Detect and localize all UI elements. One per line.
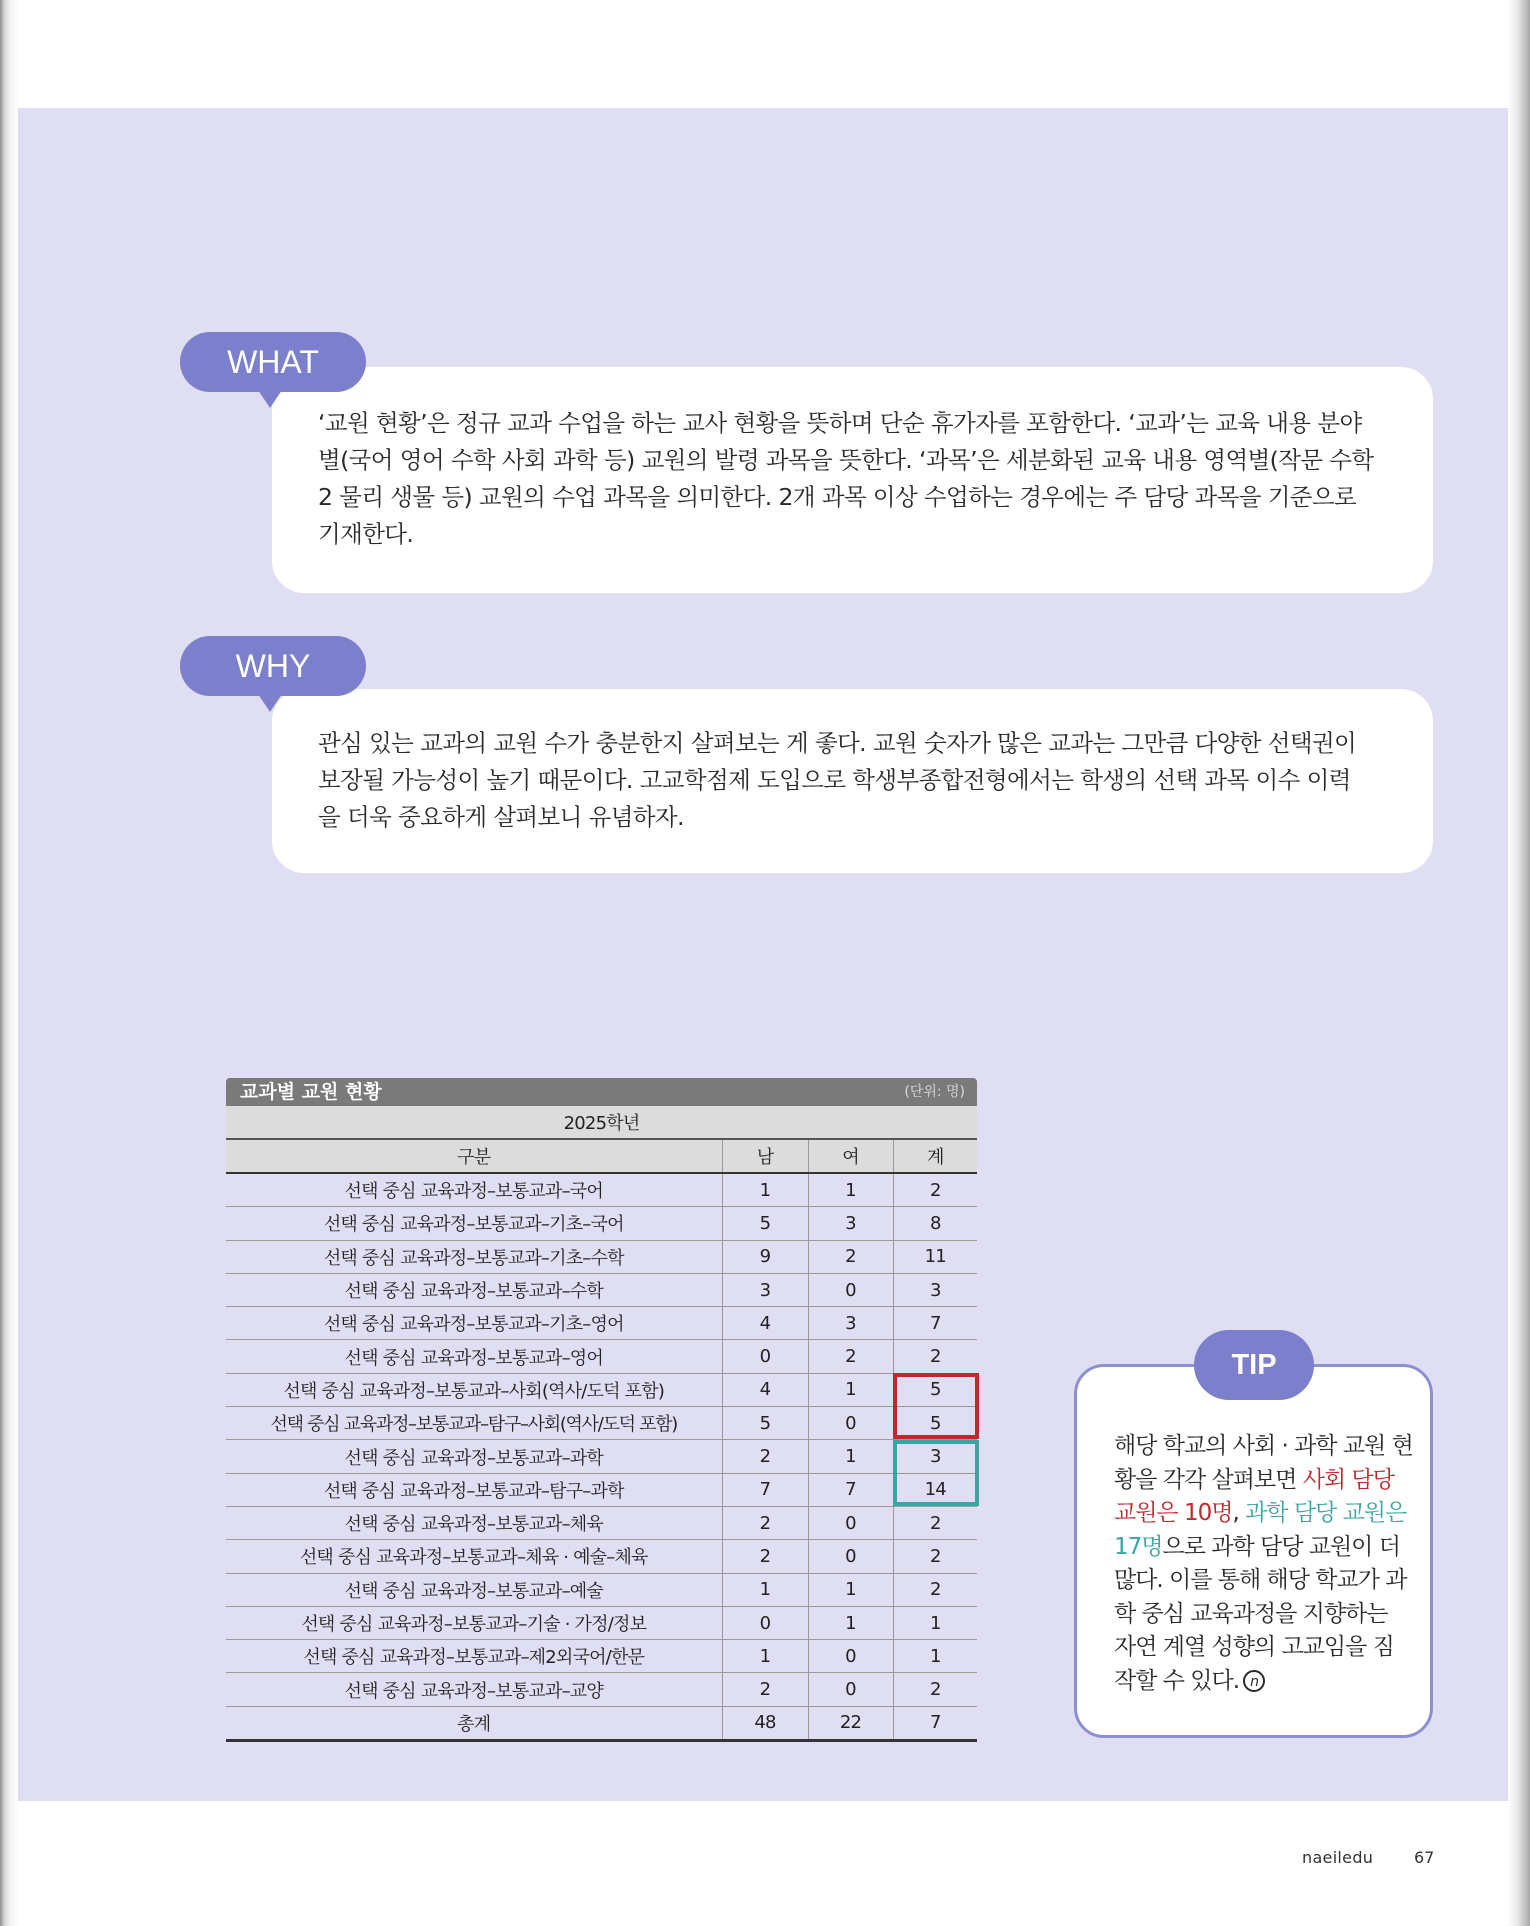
cell-total: 1 [893,1640,977,1673]
cell-subject: 선택 중심 교육과정–보통교과–탐구–과학 [226,1473,722,1506]
cell-female: 0 [808,1407,893,1440]
cell-female: 22 [808,1706,893,1740]
cell-male: 1 [722,1173,808,1207]
table-row [226,1573,977,1606]
what-line: ‘교원 현황’은 정규 교과 수업을 하는 교사 현황을 뜻하며 단순 휴가자를 포함한다. ‘교과’는 교육 내용 분야 [318,409,1362,437]
teacher-table [226,1078,977,1742]
page-edge-right [1508,0,1530,1926]
tip-text-part: 해당 학교의 사회 · 과학 교원 현황을 각각 살펴보면 [1114,1433,1413,1493]
cell-total: 2 [893,1540,977,1573]
cell-male: 48 [722,1706,808,1740]
table-row [226,1373,977,1406]
what-label [180,332,366,392]
footer-brand: naeiledu [1302,1848,1374,1867]
cell-male: 0 [722,1606,808,1639]
cell-total: 3 [893,1273,977,1306]
why-label-text: WHY [235,648,311,684]
cell-subject: 선택 중심 교육과정–보통교과–사회(역사/도덕 포함) [226,1373,722,1406]
table-title: 교과별 교원 현황 [240,1081,382,1103]
cell-female: 0 [808,1673,893,1706]
cell-total: 2 [893,1173,977,1207]
cell-female: 1 [808,1173,893,1207]
cell-female: 2 [808,1340,893,1373]
table-row [226,1540,977,1573]
cell-female: 0 [808,1540,893,1573]
what-label-text: WHAT [227,344,319,380]
cell-female: 0 [808,1506,893,1539]
tip-highlight-science: 과학 담당 교원은 17명 [1114,1500,1407,1560]
table-title-bar [226,1078,977,1106]
why-line: 보장될 가능성이 높기 때문이다. 고교학점제 도입으로 학생부종합전형에서는 학생의 선택 과목 이수 이력 [318,766,1351,794]
table-row [226,1207,977,1240]
cell-total: 3 [893,1440,977,1473]
cell-female: 1 [808,1606,893,1639]
cell-male: 4 [722,1307,808,1340]
cell-subject: 선택 중심 교육과정–보통교과–과학 [226,1440,722,1473]
tip-text [1114,1430,1414,1698]
cell-male: 2 [722,1506,808,1539]
table-year: 2025학년 [226,1106,977,1139]
col-header: 계 [893,1139,977,1173]
cell-male: 3 [722,1273,808,1306]
cell-total: 14 [893,1473,977,1506]
table-row [226,1273,977,1306]
cell-subject: 선택 중심 교육과정–보통교과–체육 [226,1506,722,1539]
table-row [226,1340,977,1373]
cell-total: 2 [893,1506,977,1539]
cell-male: 5 [722,1207,808,1240]
cell-total: 7 [893,1307,977,1340]
cell-female: 3 [808,1307,893,1340]
cell-male: 5 [722,1407,808,1440]
cell-female: 0 [808,1273,893,1306]
cell-total: 2 [893,1573,977,1606]
cell-subject: 선택 중심 교육과정–보통교과–체육 · 예술–체육 [226,1540,722,1573]
cell-male: 9 [722,1240,808,1273]
table-row [226,1440,977,1473]
cell-male: 0 [722,1340,808,1373]
why-bubble [272,689,1433,873]
table-row [226,1506,977,1539]
cell-female: 1 [808,1573,893,1606]
cell-female: 1 [808,1440,893,1473]
cell-total: 1 [893,1606,977,1639]
cell-female: 2 [808,1240,893,1273]
cell-male: 7 [722,1473,808,1506]
page-number: 67 [1414,1848,1435,1867]
what-line: 별(국어 영어 수학 사회 과학 등) 교원의 발령 과목을 뜻한다. ‘과목’은 세분화된 교육 내용 영역별(작문 수학 [318,446,1374,474]
table-row [226,1307,977,1340]
cell-female: 0 [808,1640,893,1673]
table-body [226,1106,977,1742]
tip-label: TIP [1194,1330,1314,1400]
naeil-logo-icon: n [1243,1670,1265,1692]
cell-male: 2 [722,1540,808,1573]
tip-highlight-social: 사회 담당 교원은 10명 [1114,1466,1394,1526]
cell-subject: 선택 중심 교육과정–보통교과–교양 [226,1673,722,1706]
what-bubble [272,367,1433,593]
cell-subject: 선택 중심 교육과정–보통교과–기술 · 가정/정보 [226,1606,722,1639]
cell-total: 7 [893,1706,977,1740]
table-row [226,1240,977,1273]
what-line: 기재한다. [318,520,414,548]
cell-male: 1 [722,1573,808,1606]
table-row [226,1640,977,1673]
cell-male: 1 [722,1640,808,1673]
cell-subject: 선택 중심 교육과정–보통교과–탐구–사회(역사/도덕 포함) [226,1407,722,1440]
speech-tail-icon [258,694,282,712]
cell-female: 1 [808,1373,893,1406]
cell-subject: 선택 중심 교육과정–보통교과–예술 [226,1573,722,1606]
why-line: 을 더욱 중요하게 살펴보니 유념하자. [318,803,684,831]
table-row [226,1673,977,1706]
cell-total: 8 [893,1207,977,1240]
cell-subject: 선택 중심 교육과정–보통교과–기초–국어 [226,1207,722,1240]
tip-text-part: , [1232,1500,1246,1526]
highlight-social-box [893,1373,979,1439]
page-edge-left [0,0,18,1926]
table-row [226,1173,977,1207]
cell-subject: 선택 중심 교육과정–보통교과–기초–영어 [226,1307,722,1340]
highlight-science-box [893,1440,979,1506]
why-label [180,636,366,696]
what-line: 2 물리 생물 등) 교원의 수업 과목을 의미한다. 2개 과목 이상 수업하는 경우에는 주 담당 과목을 기준으로 [318,483,1357,511]
cell-total-label: 총계 [226,1706,722,1740]
cell-subject: 선택 중심 교육과정–보통교과–기초–수학 [226,1240,722,1273]
cell-male: 2 [722,1440,808,1473]
cell-subject: 선택 중심 교육과정–보통교과–제2외국어/한문 [226,1640,722,1673]
cell-female: 3 [808,1207,893,1240]
table-row [226,1606,977,1639]
cell-total: 5 [893,1407,977,1440]
col-header: 여 [808,1139,893,1173]
col-header: 남 [722,1139,808,1173]
cell-total: 2 [893,1673,977,1706]
cell-total: 11 [893,1240,977,1273]
cell-total: 2 [893,1340,977,1373]
table-row [226,1473,977,1506]
table-row [226,1407,977,1440]
table-unit: (단위: 명) [904,1084,965,1100]
why-line: 관심 있는 교과의 교원 수가 충분한지 살펴보는 게 좋다. 교원 숫자가 많은 교과는 그만큼 다양한 선택권이 [318,729,1357,757]
table-total-row [226,1706,977,1740]
cell-subject: 선택 중심 교육과정–보통교과–영어 [226,1340,722,1373]
tip-text-part: 으로 과학 담당 교원이 더 많다. 이를 통해 해당 학교가 과학 중심 교육과정을 지향하는 자연 계열 성향의 고교임을 짐작할 수 있다. [1114,1533,1407,1694]
cell-total: 5 [893,1373,977,1406]
cell-male: 2 [722,1673,808,1706]
cell-male: 4 [722,1373,808,1406]
cell-subject: 선택 중심 교육과정–보통교과–수학 [226,1273,722,1306]
col-header: 구분 [226,1139,722,1173]
speech-tail-icon [258,390,282,408]
cell-female: 7 [808,1473,893,1506]
cell-subject: 선택 중심 교육과정–보통교과–국어 [226,1173,722,1207]
